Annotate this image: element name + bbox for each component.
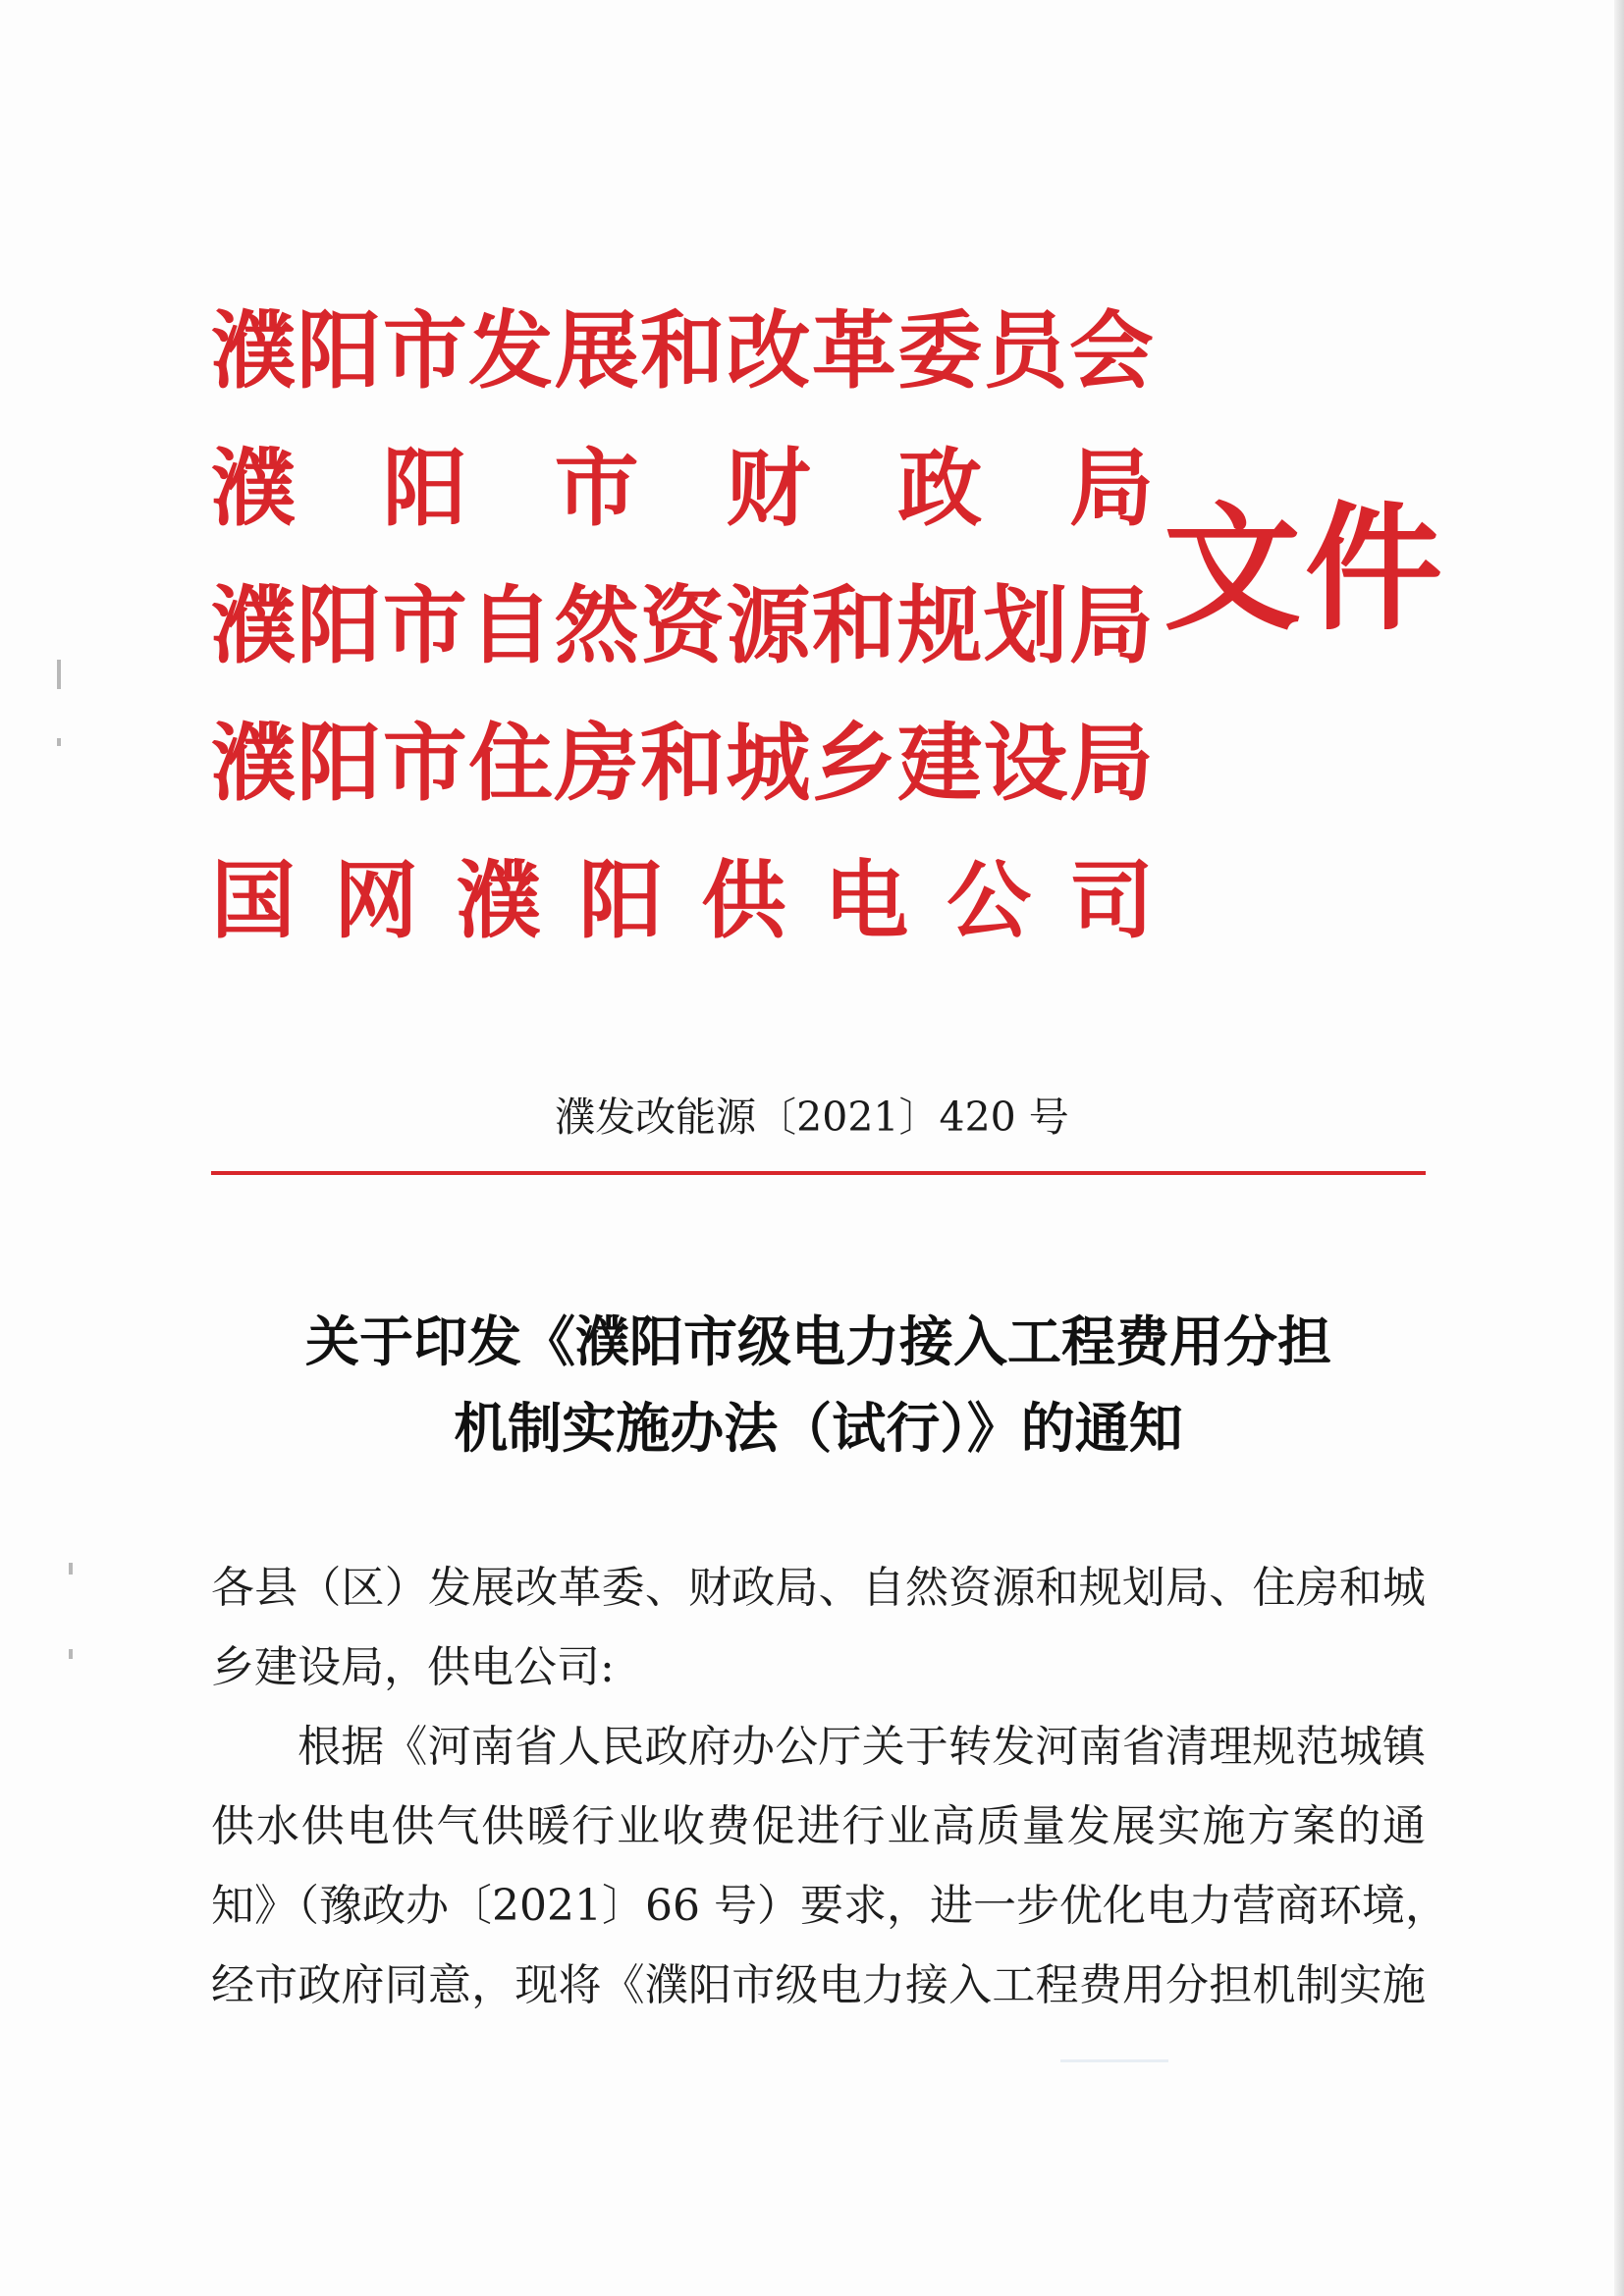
issuer-char: 然 xyxy=(554,576,639,675)
issuer-char: 阳 xyxy=(382,439,467,538)
issuer-char: 乡 xyxy=(811,714,896,813)
paragraph-line: 经市政府同意，现将《濮阳市级电力接入工程费用分担机制实施 xyxy=(211,1960,1426,2010)
issuer-char: 规 xyxy=(897,576,983,675)
issuer-char: 市 xyxy=(382,301,467,400)
issuer-char: 政 xyxy=(897,439,983,538)
title-line-1: 关于印发《濮阳市级电力接入工程费用分担 xyxy=(304,1310,1331,1373)
recipients-line: 各县（区）发展改革委、财政局、自然资源和规划局、住房和城 xyxy=(211,1563,1426,1613)
issuer-char: 濮 xyxy=(211,714,296,813)
issuer-char: 改 xyxy=(726,301,811,400)
issuer-char: 阳 xyxy=(297,301,382,400)
issuer-char: 局 xyxy=(1068,439,1154,538)
issuer-char: 委 xyxy=(897,301,983,400)
issuer-char: 城 xyxy=(726,714,811,813)
issuer-char: 财 xyxy=(726,439,811,538)
document-title xyxy=(211,1299,1426,1471)
issuer-char: 划 xyxy=(983,576,1068,675)
issuer-char: 濮 xyxy=(211,576,296,675)
issuer-char: 发 xyxy=(468,301,554,400)
scan-mark xyxy=(57,738,61,746)
issuing-agencies xyxy=(211,283,1154,970)
document-suffix: 文件 xyxy=(1164,489,1447,650)
issuer-char: 和 xyxy=(639,714,725,813)
issuer-line-2 xyxy=(211,420,1154,558)
scan-mark xyxy=(69,1563,73,1575)
title-line-2: 机制实施办法（试行）》的通知 xyxy=(454,1397,1183,1460)
issuer-char: 展 xyxy=(554,301,639,400)
issuer-char: 资 xyxy=(639,576,725,675)
issuer-line-3 xyxy=(211,558,1154,695)
recipients-line: 乡建设局，供电公司: xyxy=(211,1642,615,1692)
issuer-char: 阳 xyxy=(578,851,664,950)
issuer-char: 和 xyxy=(639,301,725,400)
issuer-char: 员 xyxy=(983,301,1068,400)
issuer-char: 设 xyxy=(983,714,1068,813)
issuer-char: 自 xyxy=(468,576,554,675)
issuer-name xyxy=(211,301,1154,400)
paragraph-line: 知》（豫政办〔2021〕66 号）要求，进一步优化电力营商环境， xyxy=(211,1881,1448,1931)
issuer-char: 公 xyxy=(947,851,1032,950)
issuer-char: 房 xyxy=(554,714,639,813)
issuer-char: 源 xyxy=(726,576,811,675)
issuer-char: 市 xyxy=(382,576,467,675)
paragraph-line: 供水供电供气供暖行业收费促进行业高质量发展实施方案的通 xyxy=(211,1801,1426,1851)
issuer-char: 建 xyxy=(897,714,983,813)
issuer-char: 濮 xyxy=(456,851,541,950)
issuer-char: 供 xyxy=(701,851,786,950)
issuer-char: 电 xyxy=(824,851,909,950)
paragraph-line: 根据《河南省人民政府办公厅关于转发河南省清理规范城镇 xyxy=(298,1722,1426,1772)
scan-edge xyxy=(1614,0,1624,2296)
issuer-name xyxy=(211,714,1154,813)
issuer-line-4 xyxy=(211,695,1154,832)
document-body xyxy=(211,1548,1448,2025)
issuer-name xyxy=(211,576,1154,675)
document-number: 濮发改能源〔2021〕420 号 xyxy=(555,1094,1069,1141)
issuer-name xyxy=(211,851,1154,950)
issuer-char: 住 xyxy=(468,714,554,813)
issuer-line-1 xyxy=(211,283,1154,420)
issuer-char: 阳 xyxy=(297,576,382,675)
issuer-char: 和 xyxy=(811,576,896,675)
issuer-char: 革 xyxy=(811,301,896,400)
issuer-char: 网 xyxy=(333,851,418,950)
issuer-char: 阳 xyxy=(297,714,382,813)
issuer-char: 司 xyxy=(1068,851,1154,950)
issuer-char: 市 xyxy=(382,714,467,813)
scan-mark xyxy=(57,660,61,689)
issuer-char: 局 xyxy=(1068,576,1154,675)
issuer-char: 国 xyxy=(211,851,296,950)
scan-mark xyxy=(1060,2059,1168,2062)
issuer-char: 会 xyxy=(1068,301,1154,400)
issuer-name xyxy=(211,439,1154,538)
issuer-char: 局 xyxy=(1068,714,1154,813)
issuer-line-5 xyxy=(211,832,1154,970)
issuer-char: 濮 xyxy=(211,439,296,538)
scan-mark xyxy=(69,1649,73,1659)
red-divider xyxy=(211,1171,1426,1175)
issuer-char: 濮 xyxy=(211,301,296,400)
issuer-char: 市 xyxy=(554,439,639,538)
